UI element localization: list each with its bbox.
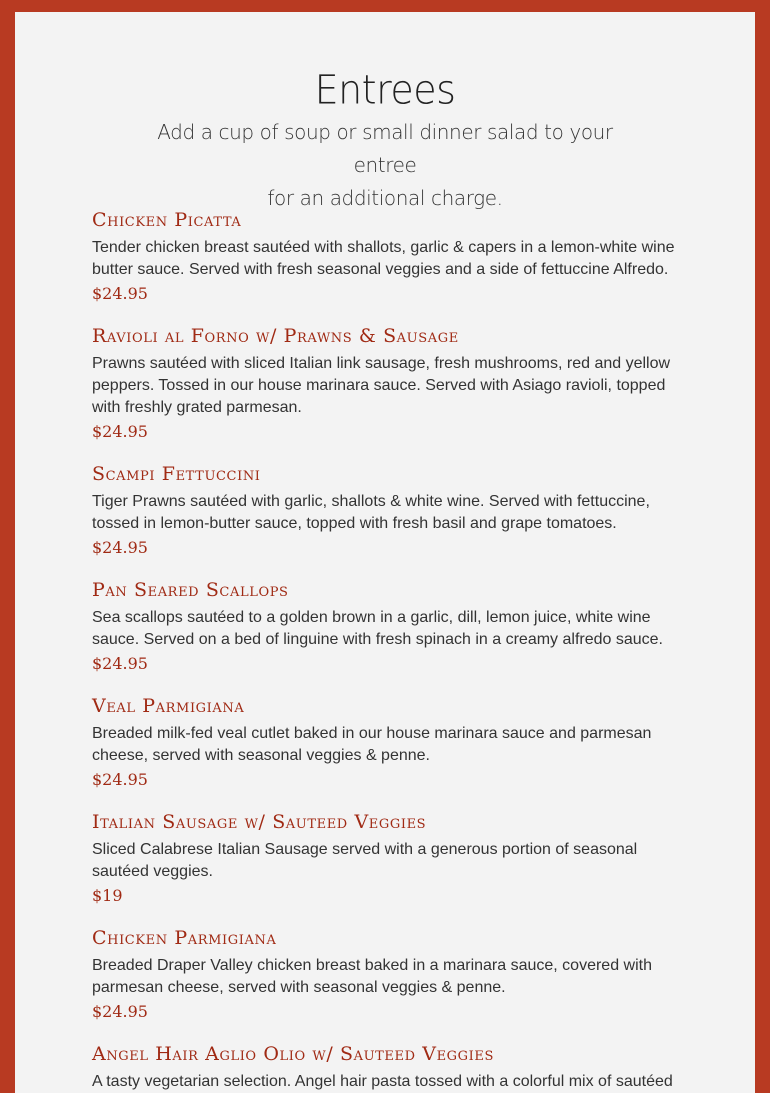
menu-item [92, 927, 692, 1024]
item-price: $24.95 [92, 538, 148, 557]
page-title: Entrees [314, 66, 456, 114]
item-description: Tiger Prawns sautéed with garlic, shallots & white wine. Served with fettuccine, tossed in lemon-butter sauce, topped with fresh basil and grape tomatoes. [92, 493, 650, 532]
item-description: Sea scallops sautéed to a golden brown in a garlic, dill, lemon juice, white wine sauce. Served on a bed of linguine with fresh spinach in a creamy alfredo sauce. [92, 609, 663, 648]
item-description: A tasty vegetarian selection. Angel hair pasta tossed with a colorful mix of sautéed [92, 1073, 673, 1090]
menu-item [92, 463, 692, 560]
item-name: Scampi Fettuccini [92, 463, 261, 485]
item-description: Tender chicken breast sautéed with shallots, garlic & capers in a lemon-white wine butter sauce. Served with fresh seasonal veggies and a side of fettuccine Alfredo. [92, 239, 675, 278]
item-name: Pan Seared Scallops [92, 579, 289, 601]
item-price: $24.95 [92, 654, 148, 673]
item-name: Italian Sausage w/ Sauteed Veggies [92, 811, 427, 833]
item-price: $24.95 [92, 770, 148, 789]
menu-item [92, 579, 692, 676]
item-name: Veal Parmigiana [92, 695, 245, 717]
item-description: Breaded milk-fed veal cutlet baked in our house marinara sauce and parmesan cheese, served with seasonal veggies & penne. [92, 725, 652, 764]
item-price: $24.95 [92, 422, 148, 441]
menu-panel [15, 12, 755, 1093]
item-name: Ravioli al Forno w/ Prawns & Sausage [92, 325, 459, 347]
item-name: Angel Hair Aglio Olio w/ Sauteed Veggies [92, 1043, 494, 1065]
item-description: Prawns sautéed with sliced Italian link sausage, fresh mushrooms, red and yellow peppers. Tossed in our house marinara sauce. Served with Asiago ravioli, topped with freshly grated parmesan. [92, 355, 671, 416]
menu-item [92, 325, 692, 444]
item-name: Chicken Picatta [92, 209, 242, 231]
page-subtitle [125, 116, 645, 215]
item-description: Sliced Calabrese Italian Sausage served with a generous portion of seasonal sautéed veggies. [92, 841, 638, 880]
item-name: Chicken Parmigiana [92, 927, 277, 949]
item-price: $24.95 [92, 1002, 148, 1021]
item-price: $19 [92, 886, 123, 905]
subtitle-line-1: Add a cup of soup or small dinner salad to your entree [157, 120, 613, 177]
menu-item [92, 695, 692, 792]
menu-item [92, 811, 692, 908]
item-description: Breaded Draper Valley chicken breast baked in a marinara sauce, covered with parmesan cheese, served with seasonal veggies & penne. [92, 957, 652, 996]
menu-item [92, 1043, 692, 1093]
menu-item [92, 209, 692, 306]
subtitle-line-2: for an additional charge. [267, 186, 503, 210]
item-price: $24.95 [92, 284, 148, 303]
